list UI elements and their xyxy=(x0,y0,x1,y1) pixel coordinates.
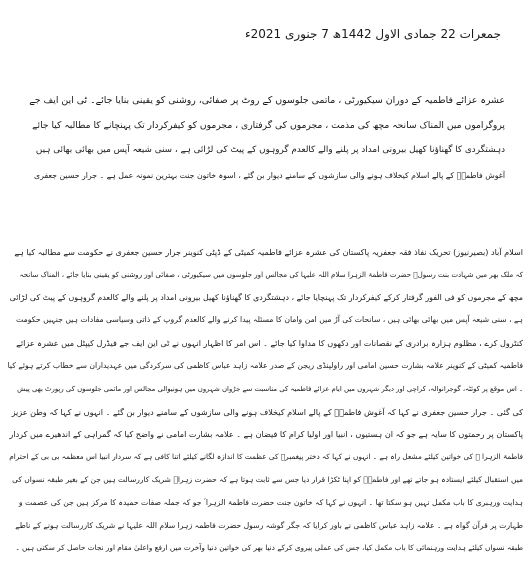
body-line: طہارت پر قرآن گواہ ہے ۔ علامہ زاہد عباس کاظمی نے باور کرایا کہ جگر گوشہ رسول حضرت فاطمہ زہرا سلام اللہ علیہا نے شریک کاررسالت ہونے کے ناطے xyxy=(15,520,523,530)
headline-block xyxy=(26,88,505,188)
headline-line: عشرہ عزائے فاطمیہ کے دوران سیکیورٹی ، ماتمی جلوسوں کے روٹ پر صفائی، روشنی کو یقینی بنایا جائے۔ ٹی این ایف جے xyxy=(29,95,505,106)
body-line: فاطمیہ کمیٹی کے کنوینر علامہ بشارت حسین امامی اور راولپنڈی ریجن کے صدر علامہ زاہد عباس کاظمی کی سرکردگی میں عہدیداران سے خطاب کرتے ہوئے کیا xyxy=(8,360,523,370)
headline-line: پروگراموں میں المناک سانحہ مچھ کی مذمت ، مجرموں کی گرفتاری ، مجرموں کو کیفرکردار تک پہنچانے کا مطالبہ کیا جائے xyxy=(32,120,505,131)
body-line: اسلام آباد (بصیرنیوز) تحریک نفاذ فقہ جعفریہ پاکستان کی عشرہ عزائے فاطمیہ کمیٹی کے ڈپٹی کنوینر جرار حسین جعفری نے حکومت سے مطالبہ کیا ہے xyxy=(14,247,523,257)
body-line: پاکستان پر رحمتوں کا سایہ ہے جو کہ ان ہستیوں ، انبیا اور اولیا کرام کا فیضان ہے ۔ علامہ بشارت امامی نے واضح کیا کہ گمراہی کے اندھیرے میں کردار xyxy=(9,429,523,440)
article-body xyxy=(8,241,523,560)
headline-line: دہشتگردی کا گھناؤنا کھیل بیرونی امداد پر پلنے والے کالعدم گروہوں کے پیٹ کی لڑائی ہے ، سنی شیعہ آپس میں بھائی بھائی ہیں xyxy=(35,145,505,155)
body-line: میں استقبال کیلئے ایستادہ ہو جاتے تھے اور فاطمہؑ کو اپنا ٹکڑا قرار دیا جس سے ثابت ہوتا ہے کہ حضرت زہراؑ شریک کاررسالت ہیں جن کے بغیر طبقہ نسواں کی xyxy=(12,474,523,484)
body-line: ہدایت ورہبری کا باب مکمل نہیں ہو سکتا تھا ۔ انہوں نے کہا کہ خاتون جنت حضرت فاطمۃ الزہرا ؑ جو کہ جملہ صفات حمیدہ کا مرکز ہیں جن کی عصمت و xyxy=(18,497,523,507)
body-line: کی گئی ۔ جرار حسین جعفری نے کہا کہ آغوش فاطمہؑ کے پالے اسلام کیخلاف ہونے والی سازشوں کے سامنے دیوار بن گئے ۔ انہوں نے کہا کہ وطن عزیز xyxy=(11,406,523,417)
dateline: جمعرات 22 جمادی الاول 1442ھ 7 جنوری 2021ء xyxy=(244,27,501,41)
body-line: طبقہ نسواں کیلئے ہدایت ورہنمائی کا باب مکمل کیا، جس کی عملی پیروی کرکے دنیا بھر کی خواتین دنیا وآخرت میں ارفع واعلیٰ مقام اور نجات حاصل کر سکتی ہیں ۔ xyxy=(15,543,523,553)
body-line: مچھ کے مجرموں کو فی الفور گرفتار کرکے کیفرکردار تک پہنچایا جائے ، دہشتگردی کا گھناؤنا کھیل بیرونی امداد پر پلنے والے کالعدم گروہوں کے پیٹ کی لڑائی xyxy=(9,292,523,302)
body-line: فاطمۃ الزہرا ؑ کی خواتین کیلئے مشعل راہ ہے ۔ انہوں نے کہا کہ دختر پیغمبرؐ کی عظمت کا اندازہ لگانے کیلئے اتنا کافی ہے کہ سردار انبیا اس معظمہ بی بی کے احترام xyxy=(9,452,523,462)
body-line: ۔ اس موقع پر کوئٹہ، گوجرانوالہ، کراچی اور دیگر شہروں میں ایام عزائے فاطمیہ کی مناسبت سے جڑواں شہروں میں ہونیوالی مجالس اور ماتمی جلوسوں کی رپورٹ بھی پیش xyxy=(17,384,523,393)
body-line: کنٹرول کرے ، مظلوم ہزارہ برادری کے نقصانات اور دکھوں کا مداوا کیا جائے ۔ اس امر کا اظہار انہوں نے ٹی این ایف جے فیڈرل کیپٹل میں عشرہ عزائے xyxy=(16,338,523,349)
body-line: ہے ، سنی شیعہ آپس میں بھائی بھائی ہیں ، سانحات کی آڑ میں امن وامان کا مسئلہ پیدا کرنے والے کالعدم گروپ کے ذاتی وسیاسی مفادات ہیں جنہیں حکومت xyxy=(16,315,523,325)
headline-line: آغوش فاطمہؑ کے پالے اسلام کیخلاف ہونے والی سازشوں کے سامنے دیوار بن گئے ، اسوہ خاتون جنت بہترین نمونہ عمل ہے ۔ جرار حسین جعفری xyxy=(34,171,505,180)
body-line: کہ ملک بھر میں شہادت بنت رسولؐ حضرت فاطمۃ الزہرا سلام اللہ علیہا کی مجالس اور جلوسوں میں سیکیورٹی ، صفائی اور روشنی کو یقینی بنایا جائے ، المناک سانحہ xyxy=(19,269,523,279)
